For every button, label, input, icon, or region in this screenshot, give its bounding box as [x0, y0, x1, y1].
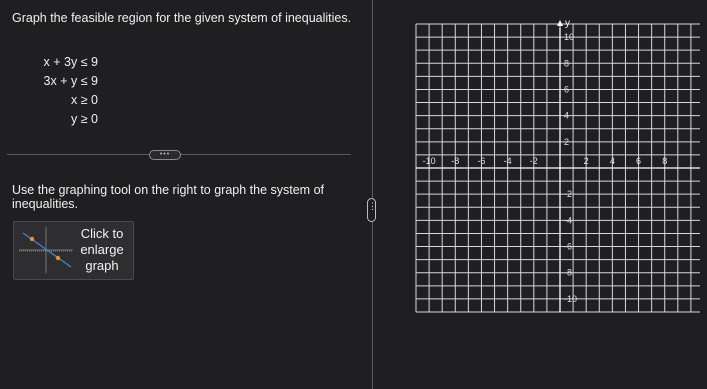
- inequality-2: 3x + y ≤ 9: [43, 74, 98, 88]
- y-tick-label: -2: [564, 189, 573, 200]
- inequality-4: y ≥ 0: [70, 112, 98, 126]
- x-tick-label: 6: [636, 156, 642, 166]
- inequality-1: x + 3y ≤ 9: [43, 55, 98, 69]
- y-tick-label: -10: [564, 293, 578, 304]
- y-tick-label: -4: [564, 215, 573, 226]
- y-axis-label: y: [565, 18, 570, 29]
- y-tick-label: -8: [564, 267, 573, 278]
- graph-thumbnail-icon: [19, 227, 73, 273]
- panel-divider: [372, 0, 373, 389]
- x-tick-label: 2: [583, 156, 589, 166]
- y-axis-arrow-icon: [557, 20, 563, 26]
- panel-resize-handle[interactable]: ⋮: [367, 198, 376, 222]
- y-tick-label: 6: [564, 84, 570, 95]
- question-prompt: Graph the feasible region for the given system of inequalities.: [12, 11, 352, 25]
- y-tick-label: -6: [564, 241, 573, 252]
- y-tick-label: 8: [564, 58, 570, 69]
- inequality-system: [30, 53, 98, 133]
- x-tick-label: -8: [451, 156, 460, 166]
- instruction-text: Use the graphing tool on the right to graph the system of inequalities.: [12, 183, 324, 211]
- x-tick-label: 4: [609, 156, 615, 166]
- coordinate-graph[interactable]: [404, 10, 700, 316]
- enlarge-graph-button[interactable]: [13, 221, 134, 280]
- inequality-3: x ≥ 0: [70, 93, 98, 107]
- enlarge-graph-label: Click to enlarge graph: [80, 226, 124, 273]
- y-tick-label: 4: [564, 110, 570, 121]
- y-tick-label: 2: [564, 136, 570, 147]
- y-tick-label: 10: [564, 32, 575, 43]
- x-tick-label: 8: [662, 156, 668, 166]
- x-tick-label: -10: [422, 156, 436, 166]
- x-tick-label: -4: [503, 156, 512, 166]
- x-tick-label: -2: [529, 156, 538, 166]
- more-options-button[interactable]: •••: [149, 150, 181, 160]
- x-tick-label: -6: [477, 156, 486, 166]
